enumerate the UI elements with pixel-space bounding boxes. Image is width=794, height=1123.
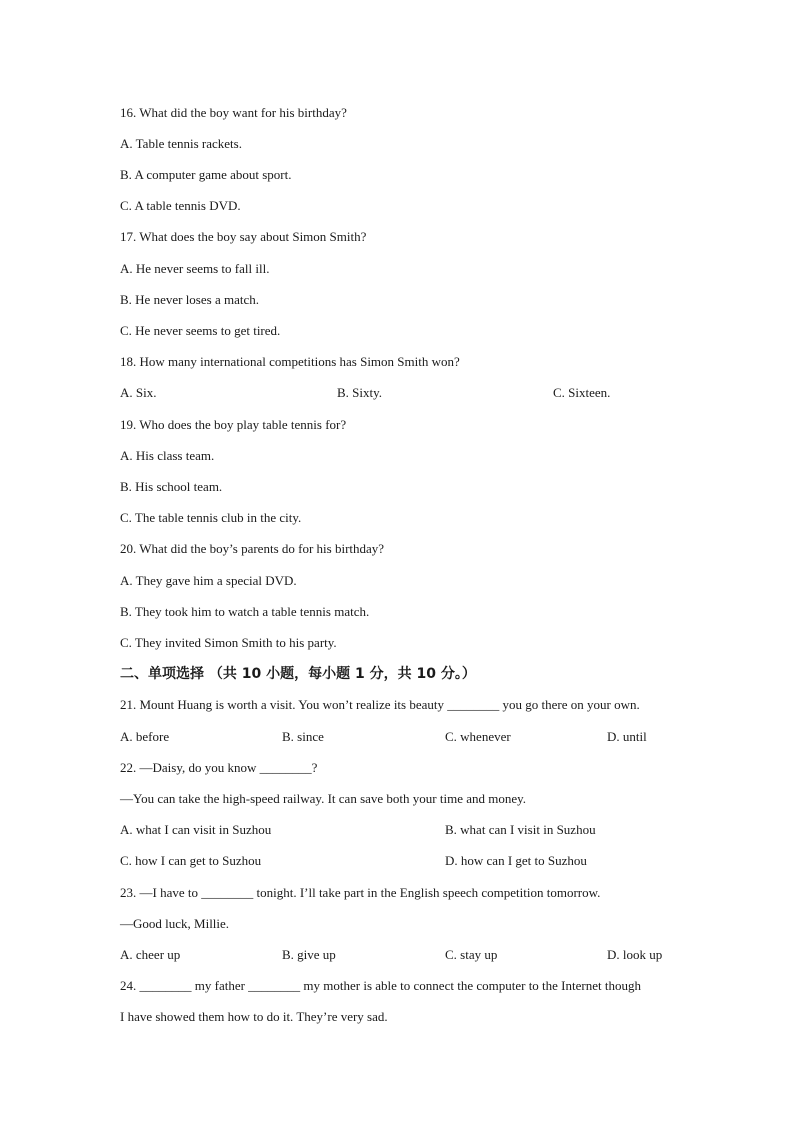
section-heading: 二、单项选择 （共 10 小题，每小题 1 分，共 10 分。）	[120, 666, 476, 682]
question-23-option-b: B. give up	[282, 947, 336, 962]
question-23-reply: —Good luck, Millie.	[120, 916, 230, 931]
question-20-option-a: A. They gave him a special DVD.	[120, 573, 297, 588]
question-18-option-a: A. Six.	[120, 385, 157, 400]
question-20-stem: 20. What did the boy’s parents do for his birthday?	[120, 541, 385, 556]
question-22-option-b: B. what can I visit in Suzhou	[445, 822, 596, 837]
question-17-option-c: C. He never seems to get tired.	[120, 323, 281, 338]
question-21-option-c: C. whenever	[445, 729, 511, 744]
question-21-option-a: A. before	[120, 729, 170, 744]
question-23-option-c: C. stay up	[445, 947, 498, 962]
question-21-option-d: D. until	[607, 729, 647, 744]
question-24-stem: 24. ________ my father ________ my mother is able to connect the computer to the Internet though	[120, 978, 641, 993]
question-17-stem: 17. What does the boy say about Simon Smith?	[120, 229, 367, 244]
question-22-reply: —You can take the high-speed railway. It can save both your time and money.	[120, 791, 527, 806]
question-17-option-b: B. He never loses a match.	[120, 292, 259, 307]
question-21-option-b: B. since	[282, 729, 324, 744]
question-22-stem: 22. —Daisy, do you know ________?	[120, 760, 318, 775]
question-20-option-c: C. They invited Simon Smith to his party.	[120, 635, 337, 650]
question-19-option-b: B. His school team.	[120, 479, 223, 494]
question-18-option-b: B. Sixty.	[337, 385, 383, 400]
question-22-option-c: C. how I can get to Suzhou	[120, 853, 262, 868]
question-18-option-c: C. Sixteen.	[553, 385, 611, 400]
question-22-option-a: A. what I can visit in Suzhou	[120, 822, 272, 837]
question-18-stem: 18. How many international competitions has Simon Smith won?	[120, 354, 460, 369]
question-16-option-c: C. A table tennis DVD.	[120, 198, 241, 213]
question-20-option-b: B. They took him to watch a table tennis match.	[120, 604, 370, 619]
question-23-stem: 23. —I have to ________ tonight. I’ll take part in the English speech competition tomorrow.	[120, 885, 601, 900]
question-23-option-d: D. look up	[607, 947, 663, 962]
question-19-stem: 19. Who does the boy play table tennis for?	[120, 417, 347, 432]
question-19-option-a: A. His class team.	[120, 448, 215, 463]
question-21-stem: 21. Mount Huang is worth a visit. You won’t realize its beauty ________ you go there on your own.	[120, 697, 640, 712]
question-17-option-a: A. He never seems to fall ill.	[120, 261, 270, 276]
question-19-option-c: C. The table tennis club in the city.	[120, 510, 302, 525]
question-23-option-a: A. cheer up	[120, 947, 181, 962]
question-24-continuation: I have showed them how to do it. They’re very sad.	[120, 1009, 388, 1024]
question-16-option-b: B. A computer game about sport.	[120, 167, 292, 182]
question-16-option-a: A. Table tennis rackets.	[120, 136, 242, 151]
question-16-stem: 16. What did the boy want for his birthday?	[120, 105, 347, 120]
question-22-option-d: D. how can I get to Suzhou	[445, 853, 587, 868]
